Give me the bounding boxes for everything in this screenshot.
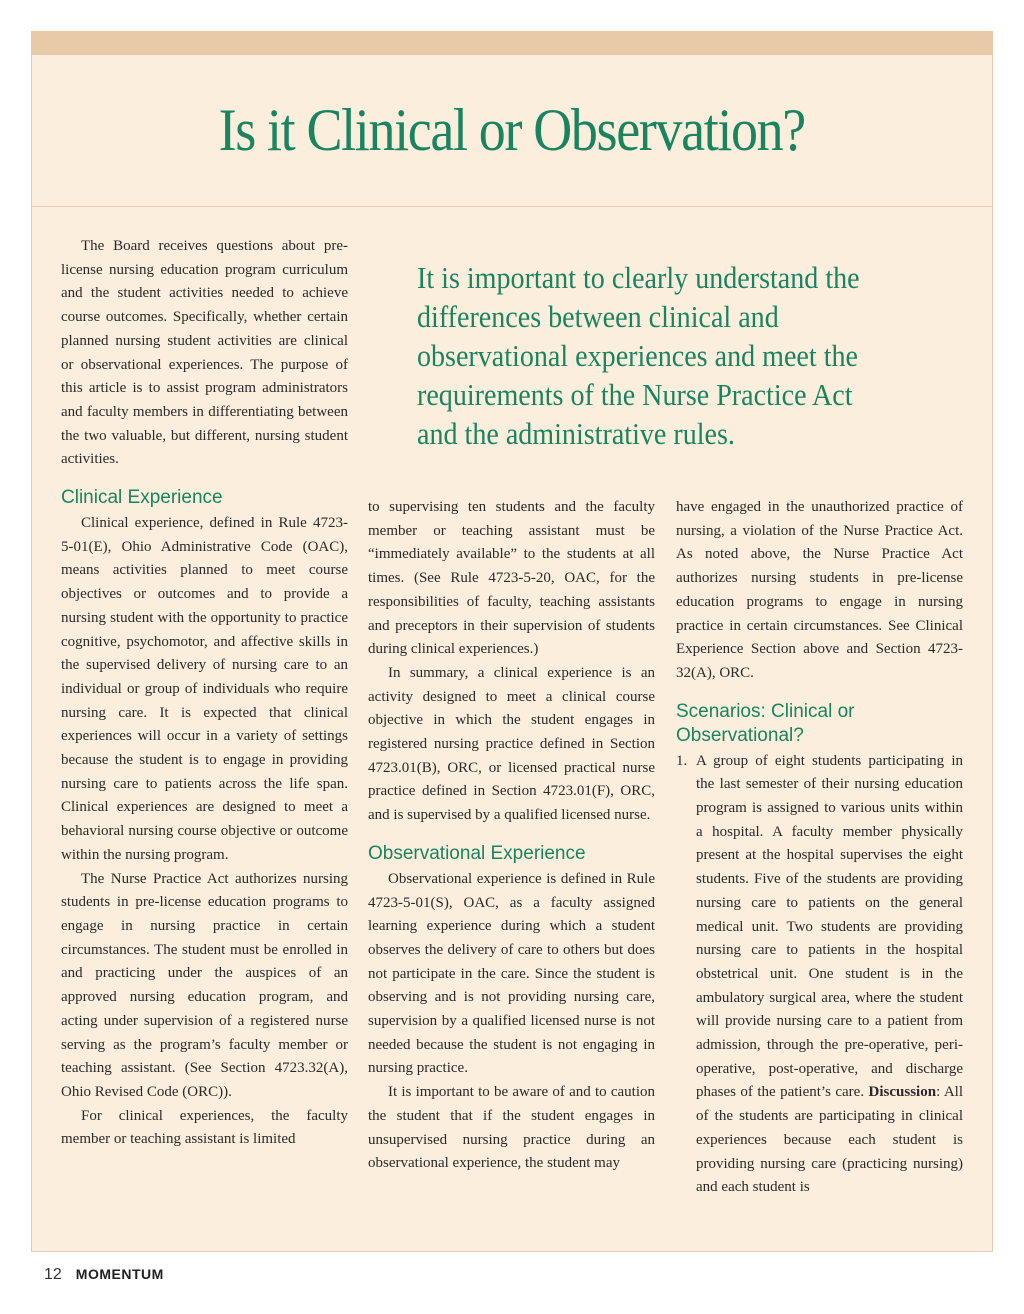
column-2 bbox=[368, 496, 655, 1176]
heading-clinical-experience: Clinical Experience bbox=[61, 487, 223, 509]
observational-paragraph-continued: have engaged in the unauthorized practice of nursing, a violation of the Nurse Practice Act. As noted above, the Nurse Practice Act authorizes nursing students in pre-license education programs to engage in nursing practice in certain circumstances. See Clinical Experience Section above and Section 4723-32(A), ORC. bbox=[676, 499, 963, 681]
clinical-paragraph-continued: to supervising ten students and the faculty member or teaching assistant must be “immediately available” to the students at all times. (See Rule 4723-5-20, OAC, for the responsibilities of faculty, teaching assistants and preceptors in their supervision of students during clinical experiences.) bbox=[368, 499, 655, 658]
list-item bbox=[676, 750, 963, 1200]
heading-scenarios: Scenarios: Clinical or Observational? bbox=[676, 700, 855, 746]
discussion-label: Discussion bbox=[868, 1084, 937, 1101]
title-area bbox=[31, 55, 993, 207]
clinical-paragraph-2: The Nurse Practice Act authorizes nursing students in pre-license education programs to engage in nursing practice in certain circumstances. The student must be enrolled in and practicing under the auspices of an approved nursing education program, and acting under supervision of a registered nurse serving as the program’s faculty member or teaching assistant. (See Section 4723.32(A), Ohio Revised Code (ORC)). bbox=[61, 870, 348, 1100]
column-1 bbox=[61, 235, 348, 1152]
scenario-body: A group of eight students participating in the last semester of their nursing education program is assigned to various units within a hospital. A faculty member physically present at the hospital supervises the eight students. Five of the students are providing nursing care to patients on the general medical unit. Two students are providing nursing care to patients in the hospital obstetrical unit. One student is in the ambulatory surgical area, where the student will provide nursing care to a patient from admission, through the pre-operative, peri-operative, post-operative, and discharge phases of the patient’s care. bbox=[696, 752, 963, 1101]
summary-paragraph: In summary, a clinical experience is an activity designed to meet a clinical course objective in which the student engages in registered nursing practice defined in Section 4723.01(B), ORC, or licensed practical nurse practice defined in Section 4723.01(F), ORC, and is supervised by a qualified licensed nurse. bbox=[368, 664, 655, 824]
top-band bbox=[31, 31, 993, 55]
clinical-paragraph-3: For clinical experiences, the faculty member or teaching assistant is limited bbox=[61, 1107, 348, 1148]
article-title: Is it Clinical or Observation? bbox=[218, 97, 806, 163]
scenario-text bbox=[696, 750, 963, 1200]
page-footer bbox=[44, 1266, 164, 1284]
observational-paragraph-2: It is important to be aware of and to caution the student that if the student engages in unsupervised nursing practice during an observational experience, the student may bbox=[368, 1084, 655, 1172]
heading-observational-experience: Observational Experience bbox=[368, 842, 586, 864]
observational-paragraph-1: Observational experience is defined in Rule 4723-5-01(S), OAC, as a faculty assigned learning experience during which a student observes the delivery of care to others but does not participate in the care. Since the student is observing and is not providing nursing care, supervision by a qualified licensed nurse is not needed because the student is not engaging in nursing practice. bbox=[368, 870, 655, 1077]
intro-paragraph: The Board receives questions about pre-license nursing education program curriculum and the student activities needed to achieve course outcomes. Specifically, whether certain planned nursing student activities are clinical or observational experiences. The purpose of this article is to assist program administrators and faculty members in differentiating between the two valuable, but different, nursing student activities. bbox=[61, 238, 348, 468]
pull-quote: It is important to clearly understand the differences between clinical and observational experiences and meet the requirements of the Nurse Practice Act and the administrative rules. bbox=[417, 261, 860, 451]
column-3 bbox=[676, 496, 963, 1200]
discussion-text: : All of the students are participating in clinical experiences because each student is providing nursing care (practicing nursing) and each student is bbox=[696, 1084, 964, 1196]
clinical-paragraph-1: Clinical experience, defined in Rule 4723-5-01(E), Ohio Administrative Code (OAC), means activities planned to meet course objectives or outcomes and to provide a nursing student with the opportunity to practice cognitive, psychomotor, and affective skills in the supervised delivery of nursing care to an individual or group of individuals who require nursing care. It is expected that clinical experiences will occur in a variety of settings because the student is to engage in providing nursing care to patients across the life span. Clinical experiences are designed to meet a behavioral nursing course objective or outcome within the nursing program. bbox=[61, 515, 348, 863]
scenario-list bbox=[676, 750, 963, 1200]
scenario-number: 1. bbox=[676, 752, 688, 769]
magazine-name: MOMENTUM bbox=[75, 1266, 164, 1282]
page-number: 12 bbox=[44, 1266, 62, 1283]
